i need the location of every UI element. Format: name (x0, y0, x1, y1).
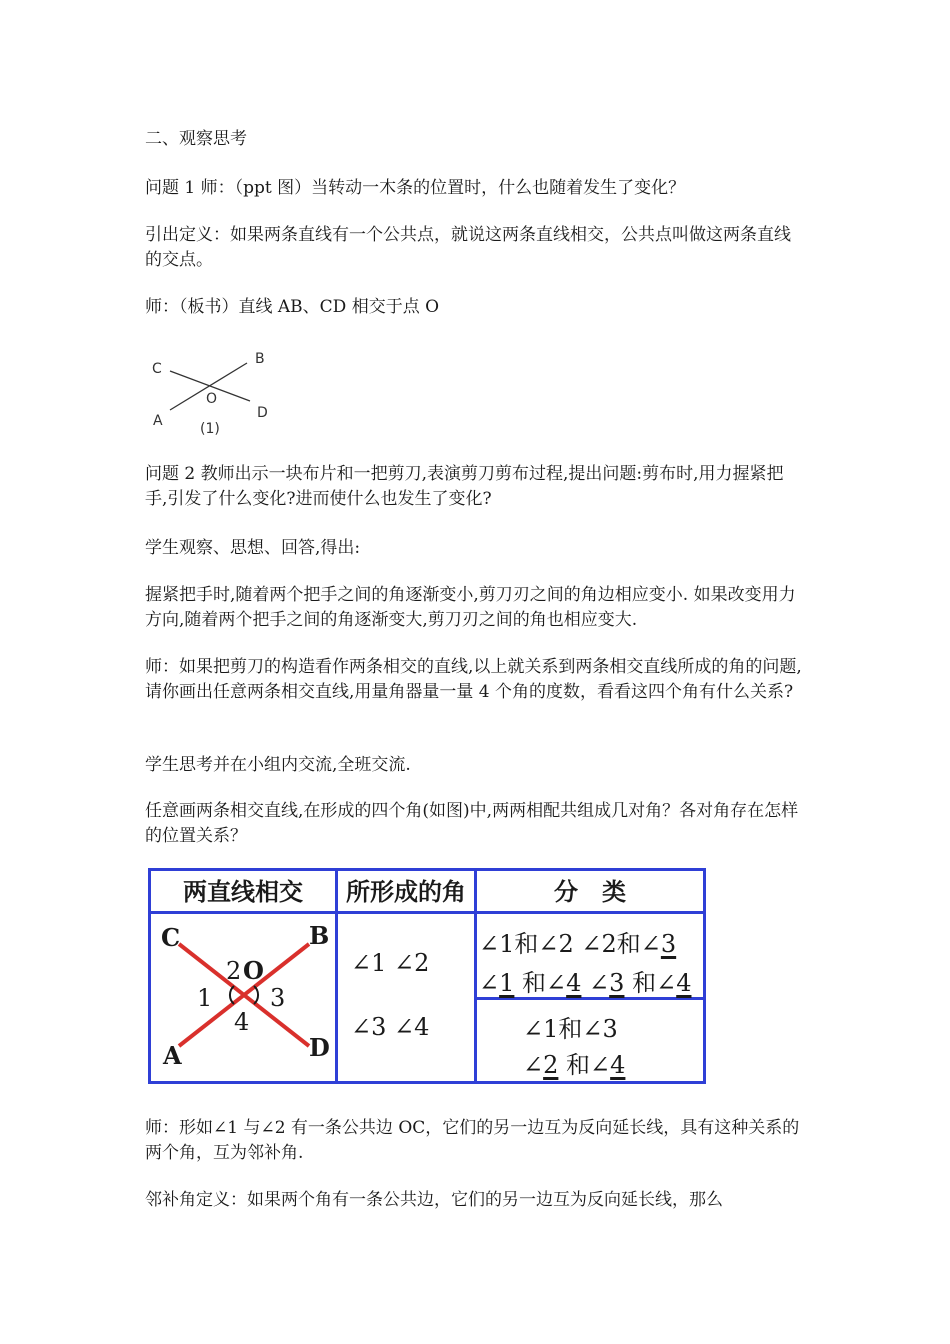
adjacent-supplementary-definition: 邻补角定义：如果两个角有一条公共边，它们的另一边互为反向延长线，那么 (145, 1190, 723, 1210)
class-a-line1-blank: 3 (660, 930, 677, 958)
class-a-line2-blank4: 4 (676, 969, 692, 997)
label-o-bold: O (243, 956, 264, 985)
label-a-bold: A (163, 1041, 182, 1070)
board-note: 师：（板书）直线 AB、CD 相交于点 O (145, 297, 440, 317)
discussion-note: 学生思考并在小组内交流,全班交流. (145, 755, 411, 775)
grip-explanation: 握紧把手时,随着两个把手之间的角逐渐变小,剪刀刃之间的角边相应变小. 如果改变用力方向,随着两个把手之间的角逐渐变大,剪刀刃之间的角也相应变大. (145, 585, 796, 630)
class-b-line2-blank2: 4 (610, 1051, 626, 1079)
classification-adjacent-line-2 (479, 963, 691, 998)
intersecting-lines-angle-figure (154, 916, 339, 1084)
question-2: 问题 2 教师出示一块布片和一把剪刀,表演剪刀剪布过程,提出问题:剪布时,用力握紧把手,引发了什么变化?进而使什么也发生了变化? (145, 464, 784, 509)
class-a-line2-p1: ∠ (479, 969, 500, 997)
teacher-remark-1: 师：如果把剪刀的构造看作两条相交的直线,以上就关系到两条相交直线所成的角的问题,请你画出任意两条相交直线,用量角器量一量 4 个角的度数，看看这四个角有什么关系? (145, 657, 802, 702)
label-o: O (206, 391, 218, 407)
class-b-line2-blank1: 2 (543, 1051, 559, 1079)
student-observation: 学生观察、思想、回答,得出: (145, 538, 361, 558)
drawing-task: 任意画两条相交直线,在形成的四个角(如图)中,两两相配共组成几对角？各对角存在怎样的位置关系？ (145, 801, 799, 846)
class-a-line2-blank1: 1 (499, 969, 515, 997)
angle-classification-table (148, 868, 706, 1084)
classification-adjacent-line-1 (479, 924, 676, 959)
angle-label-2: 2 (226, 957, 242, 985)
class-b-line2-p1: ∠ (523, 1051, 544, 1079)
class-a-line2-p2: 和∠ (514, 969, 567, 997)
label-d: D (257, 405, 268, 421)
intersection-definition: 引出定义：如果两条直线有一个公共点，就说这两条直线相交，公共点叫做这两条直线的交点。 (145, 225, 791, 270)
class-a-line2-blank2: 4 (566, 969, 582, 997)
angle-label-1: 1 (197, 984, 213, 1012)
angles-row-1: ∠1 ∠2 (351, 949, 430, 977)
label-b-bold: B (309, 921, 330, 950)
label-b: B (255, 351, 265, 367)
angle-label-4: 4 (234, 1008, 250, 1036)
class-a-line2-p3: ∠ (581, 969, 610, 997)
question-1: 问题 1 师：（ppt 图）当转动一木条的位置时，什么也随着发生了变化？ (145, 178, 686, 198)
class-a-line1-text: ∠1和∠2 ∠2和∠ (479, 930, 661, 958)
teacher-remark-2: 师：形如∠1 与∠2 有一条公共边 OC，它们的另一边互为反向延长线，具有这种关系的两个角，互为邻补角. (145, 1118, 800, 1163)
angle-label-3: 3 (270, 984, 286, 1012)
class-a-line2-blank3: 3 (609, 969, 625, 997)
class-a-line2-p4: 和∠ (624, 969, 677, 997)
header-formed-angles: 所形成的角 (346, 878, 466, 906)
label-c-bold: C (161, 923, 181, 952)
section-heading: 二、观察思考 (145, 129, 247, 149)
header-intersecting-lines: 两直线相交 (183, 878, 303, 906)
figure-caption: (1) (200, 421, 220, 437)
angles-row-2: ∠3 ∠4 (351, 1013, 430, 1041)
classification-vertical-line-2 (523, 1045, 625, 1080)
label-d-bold: D (309, 1033, 330, 1062)
intersecting-lines-figure (145, 345, 285, 445)
classification-vertical-line-1: ∠1和∠3 (523, 1015, 618, 1043)
header-classification: 分 类 (554, 878, 626, 906)
label-a: A (153, 413, 163, 429)
label-c: C (152, 361, 162, 377)
class-b-line2-p2: 和∠ (558, 1051, 611, 1079)
